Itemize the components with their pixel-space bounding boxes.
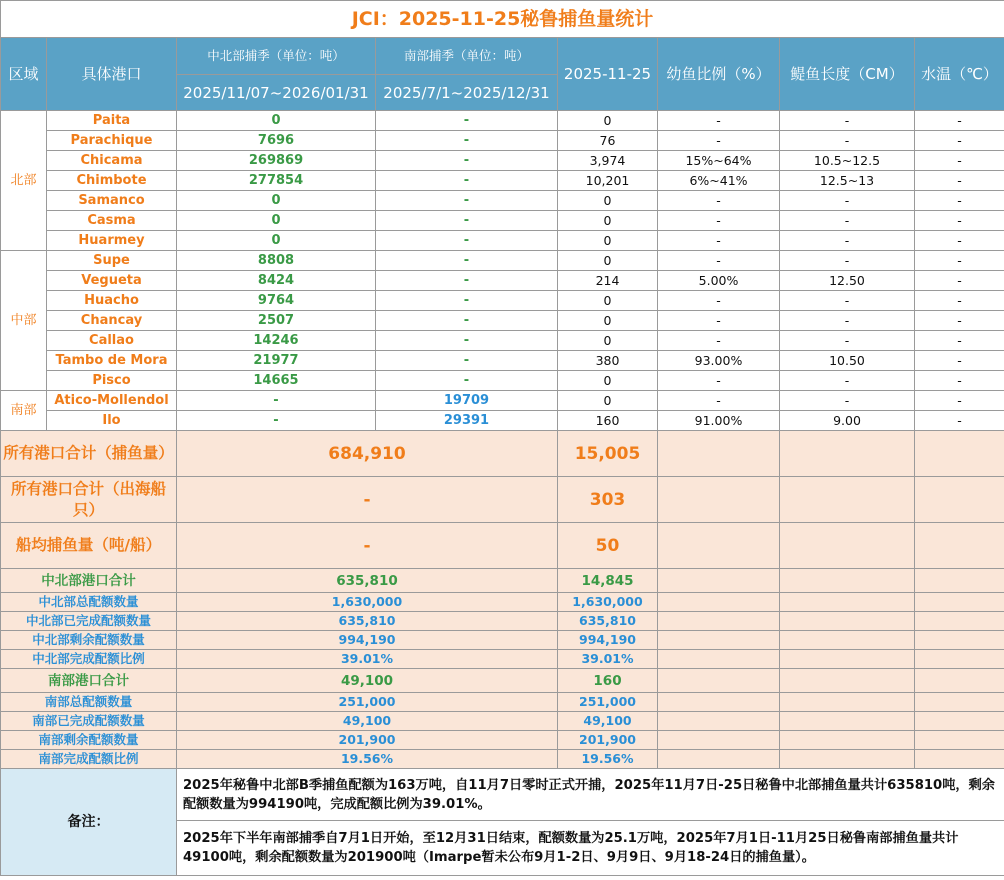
empty-cell bbox=[658, 712, 780, 731]
anchovy-length: - bbox=[780, 131, 915, 151]
stat-season: 39.01% bbox=[177, 650, 558, 669]
water-temp: - bbox=[915, 231, 1004, 251]
total-season: 684,910 bbox=[177, 431, 558, 477]
daily-catch: 0 bbox=[558, 291, 658, 311]
port-name: Callao bbox=[47, 331, 177, 351]
south-season-catch: - bbox=[376, 111, 558, 131]
anchovy-length: - bbox=[780, 391, 915, 411]
header-date: 2025-11-25 bbox=[558, 38, 658, 111]
region-label: 南部 bbox=[1, 391, 47, 431]
table-row bbox=[1, 271, 1004, 291]
empty-cell bbox=[915, 750, 1004, 769]
south-season-catch: - bbox=[376, 331, 558, 351]
port-name: Paita bbox=[47, 111, 177, 131]
note-text: 2025年秘鲁中北部B季捕鱼配额为163万吨，自11月7日零时正式开捕，2025年11月7日-25日秘鲁中北部捕鱼量共计635810吨，剩余配额数量为994190吨，完成配额比例为39.01%。 bbox=[177, 769, 1004, 821]
table-row bbox=[1, 311, 1004, 331]
total-day: 15,005 bbox=[558, 431, 658, 477]
north-season-catch: 9764 bbox=[177, 291, 376, 311]
empty-cell bbox=[915, 431, 1004, 477]
stat-label: 中北部剩余配额数量 bbox=[1, 631, 177, 650]
juvenile-ratio: 5.00% bbox=[658, 271, 780, 291]
water-temp: - bbox=[915, 191, 1004, 211]
south-season-catch: - bbox=[376, 171, 558, 191]
water-temp: - bbox=[915, 331, 1004, 351]
daily-catch: 0 bbox=[558, 311, 658, 331]
stat-season: 994,190 bbox=[177, 631, 558, 650]
table-row bbox=[1, 171, 1004, 191]
water-temp: - bbox=[915, 311, 1004, 331]
water-temp: - bbox=[915, 171, 1004, 191]
empty-cell bbox=[915, 523, 1004, 569]
table-row bbox=[1, 391, 1004, 411]
north-season-catch: 0 bbox=[177, 211, 376, 231]
juvenile-ratio: - bbox=[658, 311, 780, 331]
daily-catch: 214 bbox=[558, 271, 658, 291]
empty-cell bbox=[915, 477, 1004, 523]
juvenile-ratio: 93.00% bbox=[658, 351, 780, 371]
port-name: Pisco bbox=[47, 371, 177, 391]
stat-season: 49,100 bbox=[177, 669, 558, 693]
south-season-catch: - bbox=[376, 151, 558, 171]
stat-season: 251,000 bbox=[177, 693, 558, 712]
daily-catch: 380 bbox=[558, 351, 658, 371]
daily-catch: 0 bbox=[558, 191, 658, 211]
empty-cell bbox=[780, 612, 915, 631]
daily-catch: 10,201 bbox=[558, 171, 658, 191]
total-season: - bbox=[177, 477, 558, 523]
stat-season: 1,630,000 bbox=[177, 593, 558, 612]
empty-cell bbox=[658, 731, 780, 750]
empty-cell bbox=[915, 569, 1004, 593]
empty-cell bbox=[780, 431, 915, 477]
north-season-catch: 14665 bbox=[177, 371, 376, 391]
anchovy-length: - bbox=[780, 251, 915, 271]
stat-label: 南部港口合计 bbox=[1, 669, 177, 693]
empty-cell bbox=[658, 693, 780, 712]
empty-cell bbox=[780, 669, 915, 693]
empty-cell bbox=[915, 650, 1004, 669]
stat-row bbox=[1, 631, 1004, 650]
port-name: Chimbote bbox=[47, 171, 177, 191]
stat-label: 南部完成配额比例 bbox=[1, 750, 177, 769]
juvenile-ratio: 15%~64% bbox=[658, 151, 780, 171]
empty-cell bbox=[915, 669, 1004, 693]
table-row bbox=[1, 231, 1004, 251]
total-day: 303 bbox=[558, 477, 658, 523]
daily-catch: 0 bbox=[558, 111, 658, 131]
north-season-catch: - bbox=[177, 391, 376, 411]
daily-catch: 0 bbox=[558, 331, 658, 351]
daily-catch: 160 bbox=[558, 411, 658, 431]
table-row bbox=[1, 371, 1004, 391]
north-season-catch: 0 bbox=[177, 191, 376, 211]
note-row bbox=[1, 769, 1004, 821]
port-name: Casma bbox=[47, 211, 177, 231]
north-season-catch: 8424 bbox=[177, 271, 376, 291]
stat-season: 201,900 bbox=[177, 731, 558, 750]
empty-cell bbox=[780, 593, 915, 612]
empty-cell bbox=[780, 693, 915, 712]
port-name: Atico-Mollendol bbox=[47, 391, 177, 411]
table-row bbox=[1, 331, 1004, 351]
stat-day: 1,630,000 bbox=[558, 593, 658, 612]
region-label: 中部 bbox=[1, 251, 47, 391]
south-season-catch: - bbox=[376, 371, 558, 391]
empty-cell bbox=[780, 477, 915, 523]
total-label: 所有港口合计（出海船只） bbox=[1, 477, 177, 523]
table-row bbox=[1, 251, 1004, 271]
header-south-season: 南部捕季（单位：吨） bbox=[376, 38, 558, 75]
empty-cell bbox=[915, 731, 1004, 750]
total-label: 所有港口合计（捕鱼量） bbox=[1, 431, 177, 477]
north-season-catch: 0 bbox=[177, 231, 376, 251]
empty-cell bbox=[780, 712, 915, 731]
stat-day: 251,000 bbox=[558, 693, 658, 712]
juvenile-ratio: - bbox=[658, 391, 780, 411]
juvenile-ratio: - bbox=[658, 131, 780, 151]
daily-catch: 0 bbox=[558, 251, 658, 271]
water-temp: - bbox=[915, 151, 1004, 171]
stat-day: 994,190 bbox=[558, 631, 658, 650]
header-temp: 水温（℃） bbox=[915, 38, 1004, 111]
header-juvenile: 幼鱼比例（%） bbox=[658, 38, 780, 111]
north-season-catch: 8808 bbox=[177, 251, 376, 271]
stat-day: 160 bbox=[558, 669, 658, 693]
anchovy-length: 12.50 bbox=[780, 271, 915, 291]
empty-cell bbox=[658, 669, 780, 693]
total-row bbox=[1, 431, 1004, 477]
stat-label: 南部总配额数量 bbox=[1, 693, 177, 712]
stat-day: 49,100 bbox=[558, 712, 658, 731]
empty-cell bbox=[915, 593, 1004, 612]
empty-cell bbox=[915, 693, 1004, 712]
table-row bbox=[1, 291, 1004, 311]
empty-cell bbox=[915, 712, 1004, 731]
stat-row bbox=[1, 750, 1004, 769]
south-season-catch: - bbox=[376, 231, 558, 251]
stat-label: 中北部总配额数量 bbox=[1, 593, 177, 612]
total-season: - bbox=[177, 523, 558, 569]
water-temp: - bbox=[915, 371, 1004, 391]
south-season-catch: - bbox=[376, 211, 558, 231]
stat-day: 19.56% bbox=[558, 750, 658, 769]
south-season-catch: - bbox=[376, 191, 558, 211]
juvenile-ratio: - bbox=[658, 111, 780, 131]
stat-row bbox=[1, 569, 1004, 593]
empty-cell bbox=[658, 750, 780, 769]
north-season-catch: 269869 bbox=[177, 151, 376, 171]
juvenile-ratio: - bbox=[658, 191, 780, 211]
port-name: Tambo de Mora bbox=[47, 351, 177, 371]
table-row bbox=[1, 131, 1004, 151]
total-row bbox=[1, 477, 1004, 523]
anchovy-length: 10.50 bbox=[780, 351, 915, 371]
stat-season: 635,810 bbox=[177, 612, 558, 631]
total-label: 船均捕鱼量（吨/船） bbox=[1, 523, 177, 569]
port-name: Vegueta bbox=[47, 271, 177, 291]
anchovy-length: - bbox=[780, 331, 915, 351]
anchovy-length: - bbox=[780, 191, 915, 211]
south-season-catch: 29391 bbox=[376, 411, 558, 431]
north-season-catch: 7696 bbox=[177, 131, 376, 151]
water-temp: - bbox=[915, 251, 1004, 271]
stat-day: 201,900 bbox=[558, 731, 658, 750]
south-season-catch: 19709 bbox=[376, 391, 558, 411]
north-season-catch: 2507 bbox=[177, 311, 376, 331]
stat-label: 中北部港口合计 bbox=[1, 569, 177, 593]
daily-catch: 0 bbox=[558, 231, 658, 251]
water-temp: - bbox=[915, 411, 1004, 431]
empty-cell bbox=[780, 750, 915, 769]
stat-row bbox=[1, 650, 1004, 669]
anchovy-length: - bbox=[780, 291, 915, 311]
port-name: Huarmey bbox=[47, 231, 177, 251]
stat-label: 中北部已完成配额数量 bbox=[1, 612, 177, 631]
table-row bbox=[1, 191, 1004, 211]
header-region: 区域 bbox=[1, 38, 47, 111]
anchovy-length: - bbox=[780, 311, 915, 331]
empty-cell bbox=[658, 569, 780, 593]
south-season-catch: - bbox=[376, 311, 558, 331]
empty-cell bbox=[780, 650, 915, 669]
table-row bbox=[1, 351, 1004, 371]
note-text: 2025年下半年南部捕季自7月1日开始，至12月31日结束，配额数量为25.1万吨，2025年7月1日-11月25日秘鲁南部捕鱼量共计49100吨，剩余配额数量为201900吨（Imarpe暂未公布9月1-2日、9月9日、9月18-24日的捕鱼量）。 bbox=[177, 821, 1004, 876]
daily-catch: 0 bbox=[558, 211, 658, 231]
stat-label: 南部剩余配额数量 bbox=[1, 731, 177, 750]
stat-season: 635,810 bbox=[177, 569, 558, 593]
empty-cell bbox=[780, 523, 915, 569]
juvenile-ratio: 6%~41% bbox=[658, 171, 780, 191]
table-row bbox=[1, 211, 1004, 231]
region-label: 北部 bbox=[1, 111, 47, 251]
header-north-period: 2025/11/07~2026/01/31 bbox=[177, 75, 376, 111]
water-temp: - bbox=[915, 271, 1004, 291]
anchovy-length: - bbox=[780, 111, 915, 131]
south-season-catch: - bbox=[376, 271, 558, 291]
daily-catch: 3,974 bbox=[558, 151, 658, 171]
daily-catch: 0 bbox=[558, 371, 658, 391]
table-row bbox=[1, 411, 1004, 431]
anchovy-length: - bbox=[780, 371, 915, 391]
port-name: Parachique bbox=[47, 131, 177, 151]
daily-catch: 0 bbox=[558, 391, 658, 411]
north-season-catch: 21977 bbox=[177, 351, 376, 371]
water-temp: - bbox=[915, 391, 1004, 411]
juvenile-ratio: - bbox=[658, 211, 780, 231]
juvenile-ratio: 91.00% bbox=[658, 411, 780, 431]
port-name: Ilo bbox=[47, 411, 177, 431]
port-name: Huacho bbox=[47, 291, 177, 311]
stat-row bbox=[1, 693, 1004, 712]
table-row bbox=[1, 111, 1004, 131]
stat-season: 49,100 bbox=[177, 712, 558, 731]
empty-cell bbox=[658, 477, 780, 523]
port-name: Chicama bbox=[47, 151, 177, 171]
juvenile-ratio: - bbox=[658, 331, 780, 351]
port-name: Chancay bbox=[47, 311, 177, 331]
empty-cell bbox=[658, 431, 780, 477]
juvenile-ratio: - bbox=[658, 251, 780, 271]
north-season-catch: - bbox=[177, 411, 376, 431]
port-name: Supe bbox=[47, 251, 177, 271]
table-row bbox=[1, 151, 1004, 171]
total-row bbox=[1, 523, 1004, 569]
anchovy-length: - bbox=[780, 231, 915, 251]
stat-day: 39.01% bbox=[558, 650, 658, 669]
header-south-period: 2025/7/1~2025/12/31 bbox=[376, 75, 558, 111]
south-season-catch: - bbox=[376, 291, 558, 311]
empty-cell bbox=[780, 731, 915, 750]
stat-label: 中北部完成配额比例 bbox=[1, 650, 177, 669]
stat-day: 14,845 bbox=[558, 569, 658, 593]
port-name: Samanco bbox=[47, 191, 177, 211]
anchovy-length: 9.00 bbox=[780, 411, 915, 431]
empty-cell bbox=[915, 631, 1004, 650]
juvenile-ratio: - bbox=[658, 231, 780, 251]
water-temp: - bbox=[915, 131, 1004, 151]
empty-cell bbox=[780, 569, 915, 593]
anchovy-length: - bbox=[780, 211, 915, 231]
anchovy-length: 12.5~13 bbox=[780, 171, 915, 191]
south-season-catch: - bbox=[376, 351, 558, 371]
daily-catch: 76 bbox=[558, 131, 658, 151]
juvenile-ratio: - bbox=[658, 291, 780, 311]
page-title: JCI：2025-11-25秘鲁捕鱼量统计 bbox=[1, 1, 1004, 38]
water-temp: - bbox=[915, 291, 1004, 311]
empty-cell bbox=[658, 631, 780, 650]
stat-row bbox=[1, 731, 1004, 750]
stat-row bbox=[1, 593, 1004, 612]
empty-cell bbox=[915, 612, 1004, 631]
south-season-catch: - bbox=[376, 251, 558, 271]
stat-row bbox=[1, 669, 1004, 693]
water-temp: - bbox=[915, 211, 1004, 231]
stat-day: 635,810 bbox=[558, 612, 658, 631]
north-season-catch: 277854 bbox=[177, 171, 376, 191]
water-temp: - bbox=[915, 351, 1004, 371]
empty-cell bbox=[780, 631, 915, 650]
empty-cell bbox=[658, 523, 780, 569]
water-temp: - bbox=[915, 111, 1004, 131]
stat-row bbox=[1, 612, 1004, 631]
anchovy-length: 10.5~12.5 bbox=[780, 151, 915, 171]
empty-cell bbox=[658, 650, 780, 669]
header-length: 鳀鱼长度（CM） bbox=[780, 38, 915, 111]
stat-season: 19.56% bbox=[177, 750, 558, 769]
south-season-catch: - bbox=[376, 131, 558, 151]
stat-row bbox=[1, 712, 1004, 731]
empty-cell bbox=[658, 612, 780, 631]
notes-label: 备注： bbox=[1, 769, 177, 876]
header-port: 具体港口 bbox=[47, 38, 177, 111]
juvenile-ratio: - bbox=[658, 371, 780, 391]
header-north-season: 中北部捕季（单位：吨） bbox=[177, 38, 376, 75]
north-season-catch: 0 bbox=[177, 111, 376, 131]
empty-cell bbox=[658, 593, 780, 612]
total-day: 50 bbox=[558, 523, 658, 569]
north-season-catch: 14246 bbox=[177, 331, 376, 351]
stat-label: 南部已完成配额数量 bbox=[1, 712, 177, 731]
